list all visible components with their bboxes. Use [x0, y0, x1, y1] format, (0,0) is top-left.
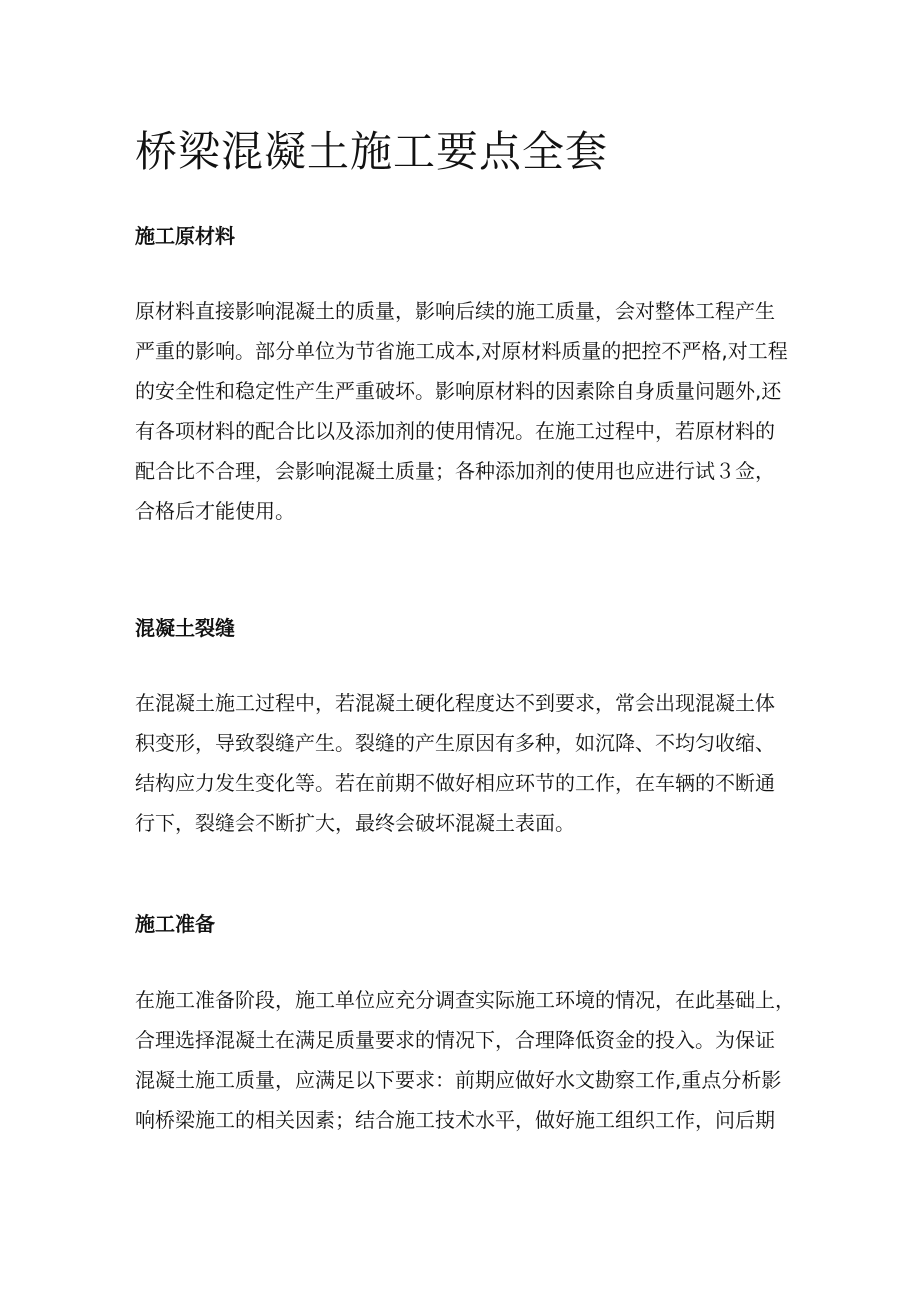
paragraph-line: 混凝土施工质量，应满足以下要求：前期应做好水文勘察工作,重点分析影 [135, 1068, 782, 1092]
paragraph-line: 有各项材料的配合比以及添加剂的使用情况。在施工过程中，若原材料的 [135, 419, 775, 443]
paragraph-line: 行下，裂缝会不断扩大，最终会破坏混凝土表面。 [135, 811, 575, 835]
section-heading-concrete-cracks: 混凝土裂缝 [135, 616, 235, 640]
section-paragraph-raw-materials [135, 291, 788, 531]
section-heading-construction-preparation: 施工准备 [135, 912, 215, 936]
section-heading-raw-materials: 施工原材料 [135, 224, 235, 248]
paragraph-line: 的安全性和稳定性产生严重破坏。影响原材料的因素除自身质量问题外,还 [135, 379, 782, 403]
paragraph-line: 合格后才能使用。 [135, 499, 295, 523]
paragraph-line: 原材料直接影响混凝土的质量，影响后续的施工质量，会对整体工程产生 [135, 299, 775, 323]
paragraph-line: 在混凝土施工过程中，若混凝土硬化程度达不到要求，常会出现混凝土体 [135, 691, 775, 715]
paragraph-line: 结构应力发生变化等。若在前期不做好相应环节的工作，在车辆的不断通 [135, 771, 775, 795]
section-paragraph-concrete-cracks [135, 683, 775, 843]
paragraph-line: 积变形，导致裂缝产生。裂缝的产生原因有多种，如沉降、不均匀收缩、 [135, 731, 775, 755]
section-paragraph-construction-preparation [135, 980, 795, 1140]
paragraph-line: 响桥梁施工的相关因素；结合施工技术水平，做好施工组织工作，问后期 [135, 1108, 775, 1132]
paragraph-line: 合理选择混凝土在满足质量要求的情况下，合理降低资金的投入。为保证 [135, 1028, 775, 1052]
paragraph-line: 配合比不合理，会影响混凝土质量；各种添加剂的使用也应进行试３佥， [135, 459, 775, 483]
paragraph-line: 在施工准备阶段，施工单位应充分调查实际施工环境的情况，在此基础上， [135, 988, 795, 1012]
document-title: 桥梁混凝土施工要点全套 [135, 127, 609, 176]
paragraph-line: 严重的影响。部分单位为节省施工成本,对原材料质量的把控不严格,对工程 [135, 339, 788, 363]
